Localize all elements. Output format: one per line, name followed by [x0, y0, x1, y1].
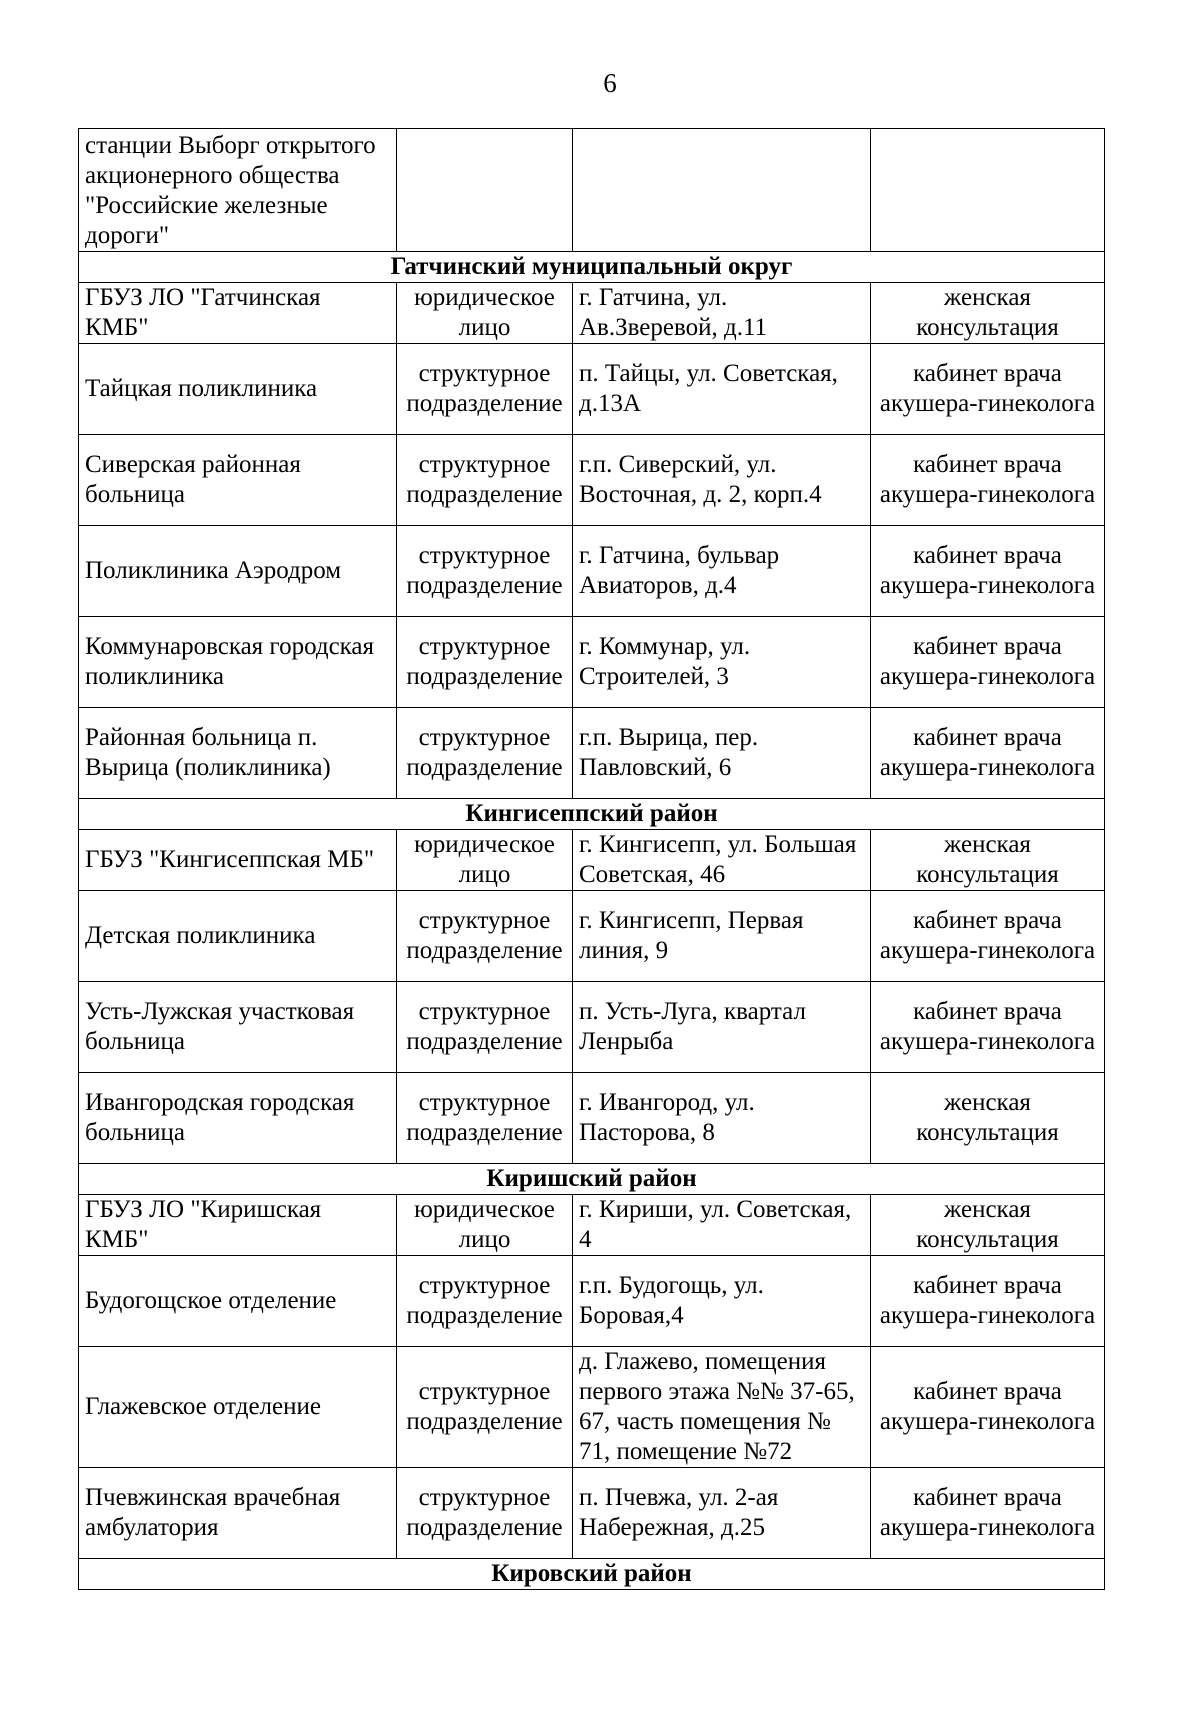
- facility-name-cell: ГБУЗ ЛО "Киришская КМБ": [79, 1195, 397, 1256]
- page-number: 6: [603, 68, 617, 98]
- table-row: [79, 1073, 1105, 1164]
- section-header-row: [79, 1164, 1105, 1195]
- facility-address-cell: г. Ивангород, ул. Пасторова, 8: [573, 1073, 871, 1164]
- empty-cell: [397, 129, 573, 252]
- facility-kind-cell: кабинет врача акушера-гинеколога: [871, 435, 1105, 526]
- facility-kind-cell: женская консультация: [871, 830, 1105, 891]
- facility-name-cell: Глажевское отделение: [79, 1347, 397, 1468]
- facility-name-cell: ГБУЗ "Кингисеппская МБ": [79, 830, 397, 891]
- facility-type-cell: структурное подразделение: [397, 1073, 573, 1164]
- table-row: [79, 283, 1105, 344]
- facility-address-cell: г. Кингисепп, ул. Большая Советская, 46: [573, 830, 871, 891]
- facility-name-cell: Районная больница п. Вырица (поликлиника): [79, 708, 397, 799]
- facility-type-cell: структурное подразделение: [397, 435, 573, 526]
- facility-kind-cell: кабинет врача акушера-гинеколога: [871, 708, 1105, 799]
- facility-type-cell: структурное подразделение: [397, 1347, 573, 1468]
- facility-address-cell: г. Кириши, ул. Советская, 4: [573, 1195, 871, 1256]
- section-title: Киришский район: [79, 1164, 1105, 1195]
- facility-type-cell: структурное подразделение: [397, 982, 573, 1073]
- facility-name-cell: Усть-Лужская участковая больница: [79, 982, 397, 1073]
- facility-type-cell: структурное подразделение: [397, 1256, 573, 1347]
- table-row: [79, 435, 1105, 526]
- facility-kind-cell: женская консультация: [871, 283, 1105, 344]
- table-row: [79, 617, 1105, 708]
- facility-type-cell: структурное подразделение: [397, 1468, 573, 1559]
- section-title: Кингисеппский район: [79, 799, 1105, 830]
- facility-type-cell: юридическое лицо: [397, 830, 573, 891]
- facility-kind-cell: кабинет врача акушера-гинеколога: [871, 344, 1105, 435]
- facility-kind-cell: кабинет врача акушера-гинеколога: [871, 1347, 1105, 1468]
- facility-name-cell: Тайцкая поликлиника: [79, 344, 397, 435]
- facilities-table: [78, 128, 1105, 1590]
- table-row: [79, 708, 1105, 799]
- section-title: Гатчинский муниципальный округ: [79, 252, 1105, 283]
- facility-address-cell: г. Гатчина, ул. Ав.Зверевой, д.11: [573, 283, 871, 344]
- facility-name-cell: Коммунаровская городская поликлиника: [79, 617, 397, 708]
- table-row: [79, 1256, 1105, 1347]
- facility-kind-cell: кабинет врача акушера-гинеколога: [871, 526, 1105, 617]
- table-row: [79, 830, 1105, 891]
- facility-name-cell: станции Выборг открытого акционерного общества "Российские железные дороги": [79, 129, 397, 252]
- facility-address-cell: п. Усть-Луга, квартал Ленрыба: [573, 982, 871, 1073]
- table-row: [79, 129, 1105, 252]
- table-row: [79, 982, 1105, 1073]
- facility-type-cell: структурное подразделение: [397, 708, 573, 799]
- facility-address-cell: п. Тайцы, ул. Советская, д.13А: [573, 344, 871, 435]
- facility-type-cell: структурное подразделение: [397, 344, 573, 435]
- table-row: [79, 344, 1105, 435]
- facility-address-cell: д. Глажево, помещения первого этажа №№ 37-65, 67, часть помещения № 71, помещение №72: [573, 1347, 871, 1468]
- facility-address-cell: п. Пчевжа, ул. 2-ая Набережная, д.25: [573, 1468, 871, 1559]
- facility-type-cell: юридическое лицо: [397, 1195, 573, 1256]
- facility-name-cell: ГБУЗ ЛО "Гатчинская КМБ": [79, 283, 397, 344]
- facility-kind-cell: кабинет врача акушера-гинеколога: [871, 1468, 1105, 1559]
- facility-name-cell: Поликлиника Аэродром: [79, 526, 397, 617]
- facility-address-cell: г.п. Сиверский, ул. Восточная, д. 2, корп.4: [573, 435, 871, 526]
- facility-type-cell: структурное подразделение: [397, 617, 573, 708]
- facility-type-cell: структурное подразделение: [397, 891, 573, 982]
- table-row: [79, 1195, 1105, 1256]
- facility-kind-cell: кабинет врача акушера-гинеколога: [871, 617, 1105, 708]
- facility-kind-cell: женская консультация: [871, 1195, 1105, 1256]
- facility-kind-cell: кабинет врача акушера-гинеколога: [871, 1256, 1105, 1347]
- facility-name-cell: Детская поликлиника: [79, 891, 397, 982]
- table-row: [79, 1468, 1105, 1559]
- facility-kind-cell: женская консультация: [871, 1073, 1105, 1164]
- section-header-row: [79, 252, 1105, 283]
- facility-address-cell: г.п. Будогощь, ул. Боровая,4: [573, 1256, 871, 1347]
- section-header-row: [79, 799, 1105, 830]
- facility-address-cell: г.п. Вырица, пер. Павловский, 6: [573, 708, 871, 799]
- table-row: [79, 1347, 1105, 1468]
- empty-cell: [871, 129, 1105, 252]
- facility-address-cell: г. Коммунар, ул. Строителей, 3: [573, 617, 871, 708]
- empty-cell: [573, 129, 871, 252]
- facility-kind-cell: кабинет врача акушера-гинеколога: [871, 982, 1105, 1073]
- facility-type-cell: структурное подразделение: [397, 526, 573, 617]
- facility-name-cell: Пчевжинская врачебная амбулатория: [79, 1468, 397, 1559]
- facility-name-cell: Будогощское отделение: [79, 1256, 397, 1347]
- section-header-row: [79, 1559, 1105, 1590]
- facility-address-cell: г. Гатчина, бульвар Авиаторов, д.4: [573, 526, 871, 617]
- facility-address-cell: г. Кингисепп, Первая линия, 9: [573, 891, 871, 982]
- table-row: [79, 526, 1105, 617]
- facility-type-cell: юридическое лицо: [397, 283, 573, 344]
- facility-kind-cell: кабинет врача акушера-гинеколога: [871, 891, 1105, 982]
- section-title: Кировский район: [79, 1559, 1105, 1590]
- facility-name-cell: Сиверская районная больница: [79, 435, 397, 526]
- facility-name-cell: Ивангородская городская больница: [79, 1073, 397, 1164]
- table-row: [79, 891, 1105, 982]
